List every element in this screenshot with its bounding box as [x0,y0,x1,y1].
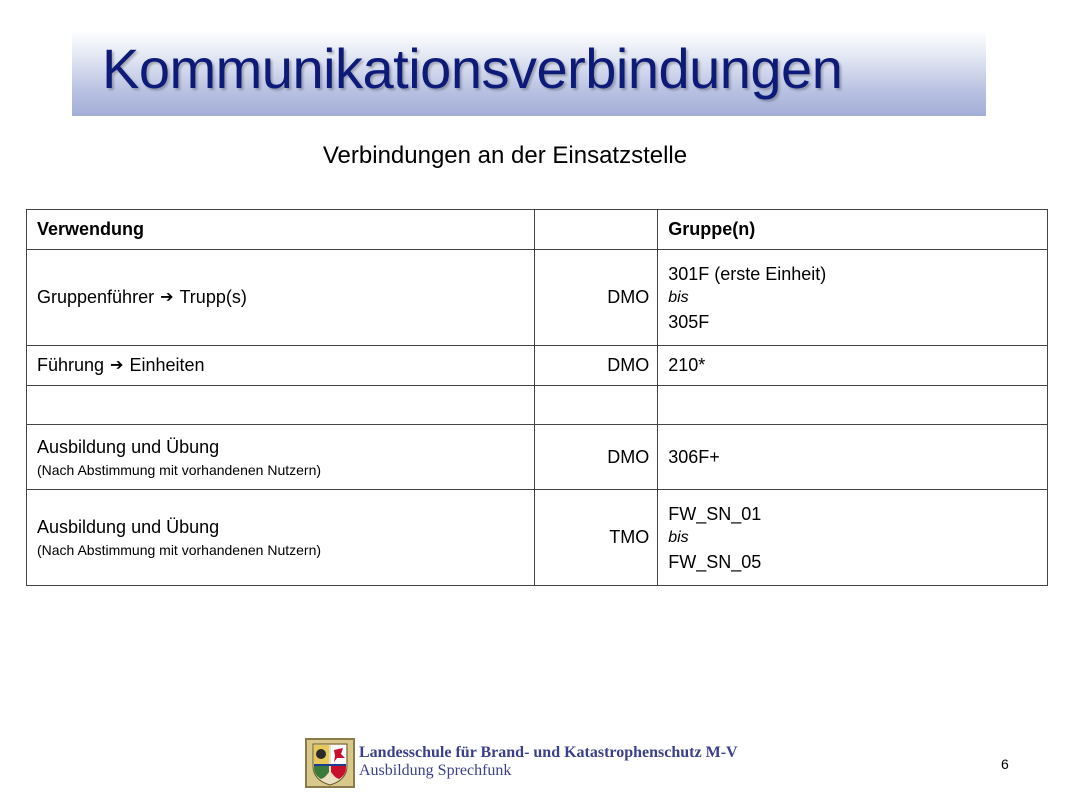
group-line: FW_SN_01 [668,503,762,524]
group-line: bis [668,288,689,306]
usage-main: Ausbildung und Übung [37,436,220,457]
group-cell: 210* [658,346,1048,386]
header-verwendung: Verwendung [27,210,535,250]
table-row [27,490,1048,586]
group-cell [658,490,1048,586]
usage-target: Einheiten [129,355,205,375]
usage-main: Ausbildung und Übung [37,517,220,537]
connections-table [26,209,1048,586]
arrow-right-icon: ➔ [160,289,174,306]
group-cell: 306F+ [658,425,1048,490]
coat-of-arms-icon [305,738,355,788]
group-line: FW_SN_05 [668,551,762,572]
slide-subtitle: Verbindungen an der Einsatzstelle [322,142,688,169]
usage-cell [27,386,535,425]
group-line: bis [668,528,689,546]
mode-cell: TMO [534,490,657,586]
table-row [27,346,1048,386]
footer-text [359,744,738,780]
page-number: 6 [1001,756,1009,772]
table-row [27,386,1048,425]
usage-cell [27,490,535,586]
usage-source: Führung [37,355,105,375]
mode-cell: DMO [534,425,657,490]
table-row [27,250,1048,346]
mode-cell: DMO [534,250,657,346]
mode-cell: DMO [534,346,657,386]
arrow-right-icon: ➔ [110,357,124,374]
mode-cell [534,386,657,425]
usage-cell [27,346,535,386]
header-mode [534,210,657,250]
usage-note: (Nach Abstimmung mit vorhandenen Nutzern) [37,461,322,478]
usage-note: (Nach Abstimmung mit vorhandenen Nutzern) [37,542,322,558]
group-line: 301F (erste Einheit) [668,263,827,284]
group-line: 305F [668,311,710,332]
usage-target: Trupp(s) [179,287,247,307]
usage-cell [27,425,535,490]
usage-source: Gruppenführer [37,287,155,307]
footer-course: Ausbildung Sprechfunk [359,762,512,779]
table-header-row [27,210,1048,250]
header-gruppen: Gruppe(n) [658,210,1048,250]
footer-institution: Landesschule für Brand- und Katastrophenschutz M-V [359,744,738,761]
table-row [27,425,1048,490]
group-cell [658,250,1048,346]
usage-cell [27,250,535,346]
slide-title: Kommunikationsverbindungen [102,37,843,100]
group-cell [658,386,1048,425]
